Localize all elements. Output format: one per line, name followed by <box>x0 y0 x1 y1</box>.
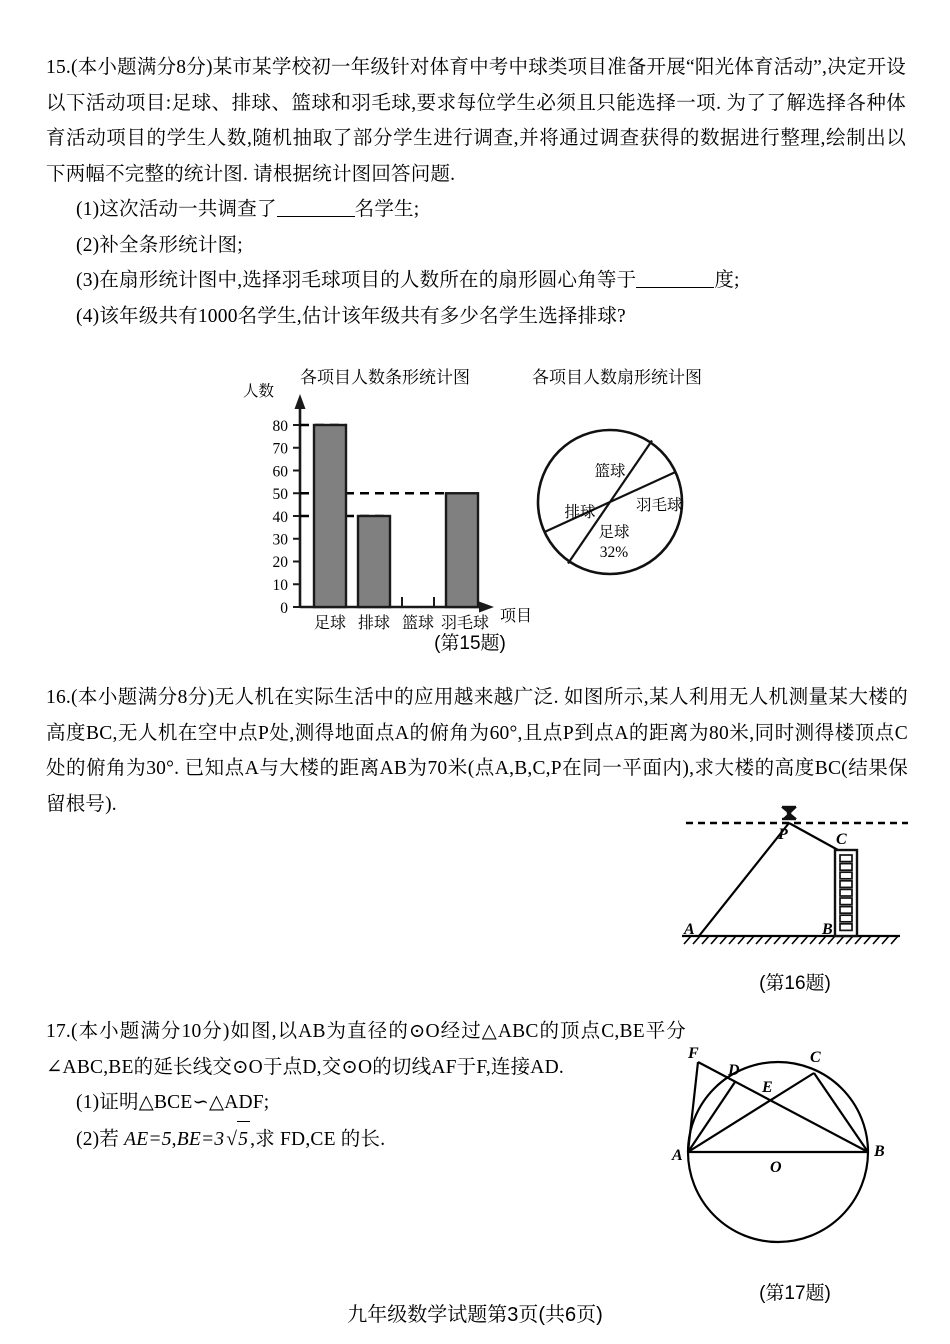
pie-chart <box>528 420 698 590</box>
problem-15 <box>46 50 906 334</box>
pie-chart-title: 各项目人数扇形统计图 <box>532 368 702 387</box>
label-A: A <box>672 1147 683 1164</box>
problem-15-sub-3 <box>76 263 906 299</box>
y-axis-arrowhead <box>295 394 306 409</box>
problem-17-caption: (第17题) <box>759 1283 831 1304</box>
problem-15-number: 15. <box>46 57 71 78</box>
p17-sub-2-prefix: (2)若 <box>76 1128 125 1150</box>
problem-15-stem: (本小题满分8分)某市某学校初一年级针对体育中考中球类项目准备开展“阳光体育活动”,决定开设以下活动项目:足球、排球、篮球和羽毛球,要求每位学生必须且只能选择一项. 为了了解选择各种体育活动项目的学生人数,随机抽取了部分学生进行调查,并将通过调查获得的数据进行整理,绘制出以下两幅不完整的统计图. 请根据统计图回答问题. <box>46 57 906 185</box>
segment-PC <box>789 823 838 850</box>
bar-paiqiu <box>358 516 390 607</box>
answer-blank-1[interactable] <box>277 216 355 217</box>
problem-16-figure-svg <box>672 806 932 966</box>
problem-16-caption: (第16题) <box>759 973 831 994</box>
label-P: P <box>778 826 788 843</box>
drone-icon <box>782 807 796 819</box>
sqrt-symbol: √5 <box>224 1121 250 1158</box>
y-tick-70: 70 <box>272 440 288 458</box>
x-axis-arrowhead <box>479 602 494 613</box>
p17-sub-1-text: 证明△BCE∽△ADF; <box>99 1092 270 1113</box>
problem-16-figure <box>672 806 932 966</box>
p17-sub-1-label: (1) <box>76 1092 100 1113</box>
problem-17 <box>46 1014 686 1157</box>
y-tick-30: 30 <box>272 531 288 549</box>
problem-17-sub-2 <box>76 1121 686 1158</box>
problem-15-sub-1 <box>76 192 906 228</box>
y-tick-20: 20 <box>272 554 288 571</box>
sub-1-text-before: 这次活动一共调查了 <box>99 199 277 220</box>
label-B: B <box>874 1143 885 1160</box>
problem-15-caption: (第15题) <box>434 633 506 654</box>
label-B: B <box>822 921 833 938</box>
x-label-zuqiu: 足球 <box>313 615 347 632</box>
problem-17-sub-1 <box>76 1085 686 1121</box>
pie-label-paiqiu: 排球 <box>564 504 596 521</box>
pie-chart-svg <box>528 420 698 590</box>
problem-16-stem: (本小题满分8分)无人机在实际生活中的应用越来越广泛. 如图所示,某人利用无人机测量某大楼的高度BC,无人机在空中点P处,测得地面点A的俯角为60°,且点P到点A的距离为80米,同时测得楼顶点C处的俯角为30°. 已知点A与大楼的距离AB为70米(点A,B,C,P在同一平面内),求大楼的高度BC(结果保留根号). <box>46 687 908 815</box>
x-tick-group <box>402 597 434 607</box>
p17-be-coefficient: BE=3 <box>176 1128 225 1150</box>
y-tick-60: 60 <box>272 463 288 481</box>
label-A: A <box>684 921 695 938</box>
y-tick-labels <box>273 418 289 617</box>
label-E: E <box>762 1079 773 1096</box>
pie-label-lanqiu: 篮球 <box>594 463 626 480</box>
x-label-paiqiu: 排球 <box>357 615 391 632</box>
sub-4-label: (4) <box>76 305 100 327</box>
p17-comma: , <box>171 1128 177 1150</box>
bar-chart-ylabel: 人数 <box>243 383 275 400</box>
label-C: C <box>836 831 847 848</box>
bar-chart <box>238 382 533 632</box>
p17-ae-value: AE=5 <box>124 1128 172 1150</box>
label-O: O <box>770 1159 782 1176</box>
problem-17-number: 17. <box>46 1021 71 1042</box>
problem-15-sub-4 <box>76 299 906 335</box>
y-tick-80: 80 <box>272 417 288 435</box>
sub-4-text: 该年级共有1000名学生,估计该年级共有多少名学生选择排球? <box>99 305 626 327</box>
label-D: D <box>728 1062 740 1079</box>
problem-17-figure <box>666 1040 916 1280</box>
y-tick-40: 40 <box>272 508 288 526</box>
sub-3-label: (3) <box>76 270 100 291</box>
ground-hatching <box>684 936 898 944</box>
page-footer: 九年级数学试题第3页(共6页) <box>347 1304 603 1326</box>
pie-label-yumaoqiu: 羽毛球 <box>636 497 683 514</box>
problem-16-number: 16. <box>46 687 71 708</box>
problem-16 <box>46 680 908 822</box>
problem-16-stem-paragraph <box>46 680 908 822</box>
bar-chart-title: 各项目人数条形统计图 <box>300 368 470 387</box>
y-tick-0: 0 <box>280 600 288 617</box>
p17-sub-2-suffix: ,求 FD,CE 的长. <box>250 1128 386 1150</box>
y-tick-10: 10 <box>272 577 288 594</box>
problem-15-stem-paragraph <box>46 50 906 192</box>
line-FB <box>698 1062 868 1152</box>
x-label-lanqiu: 篮球 <box>401 615 435 632</box>
y-tick-50: 50 <box>272 486 288 503</box>
problem-15-sub-2 <box>76 228 906 264</box>
label-C: C <box>810 1049 821 1066</box>
answer-blank-3[interactable] <box>636 287 714 288</box>
bar-chart-xlabel: 项目 <box>500 608 533 625</box>
sub-2-label: (2) <box>76 234 100 256</box>
label-F: F <box>688 1045 699 1062</box>
problem-17-stem: (本小题满分10分)如图,以AB为直径的⊙O经过△ABC的顶点C,BE平分∠ABC,BE的延长线交⊙O于点D,交⊙O的切线AF于F,连接AD. <box>46 1021 686 1078</box>
bar-chart-svg <box>238 382 533 632</box>
pie-label-zuqiu: 足球 <box>598 524 630 541</box>
bar-yumaoqiu <box>446 493 478 607</box>
problem-17-stem-paragraph <box>46 1014 686 1085</box>
sub-1-text-after: 名学生; <box>354 199 420 220</box>
building-windows <box>840 855 852 930</box>
segment-PA <box>699 823 789 936</box>
bar-zuqiu <box>314 425 346 607</box>
pie-value-zuqiu: 32% <box>599 544 629 561</box>
sqrt-radicand: 5 <box>237 1121 250 1158</box>
problem-17-figure-svg <box>666 1040 916 1280</box>
sub-3-text-before: 在扇形统计图中,选择羽毛球项目的人数所在的扇形圆心角等于 <box>99 270 637 291</box>
x-label-yumaoqiu: 羽毛球 <box>440 615 490 632</box>
sub-2-text: 补全条形统计图; <box>99 234 243 256</box>
sub-3-text-after: 度; <box>714 270 740 291</box>
sub-1-label: (1) <box>76 199 100 220</box>
